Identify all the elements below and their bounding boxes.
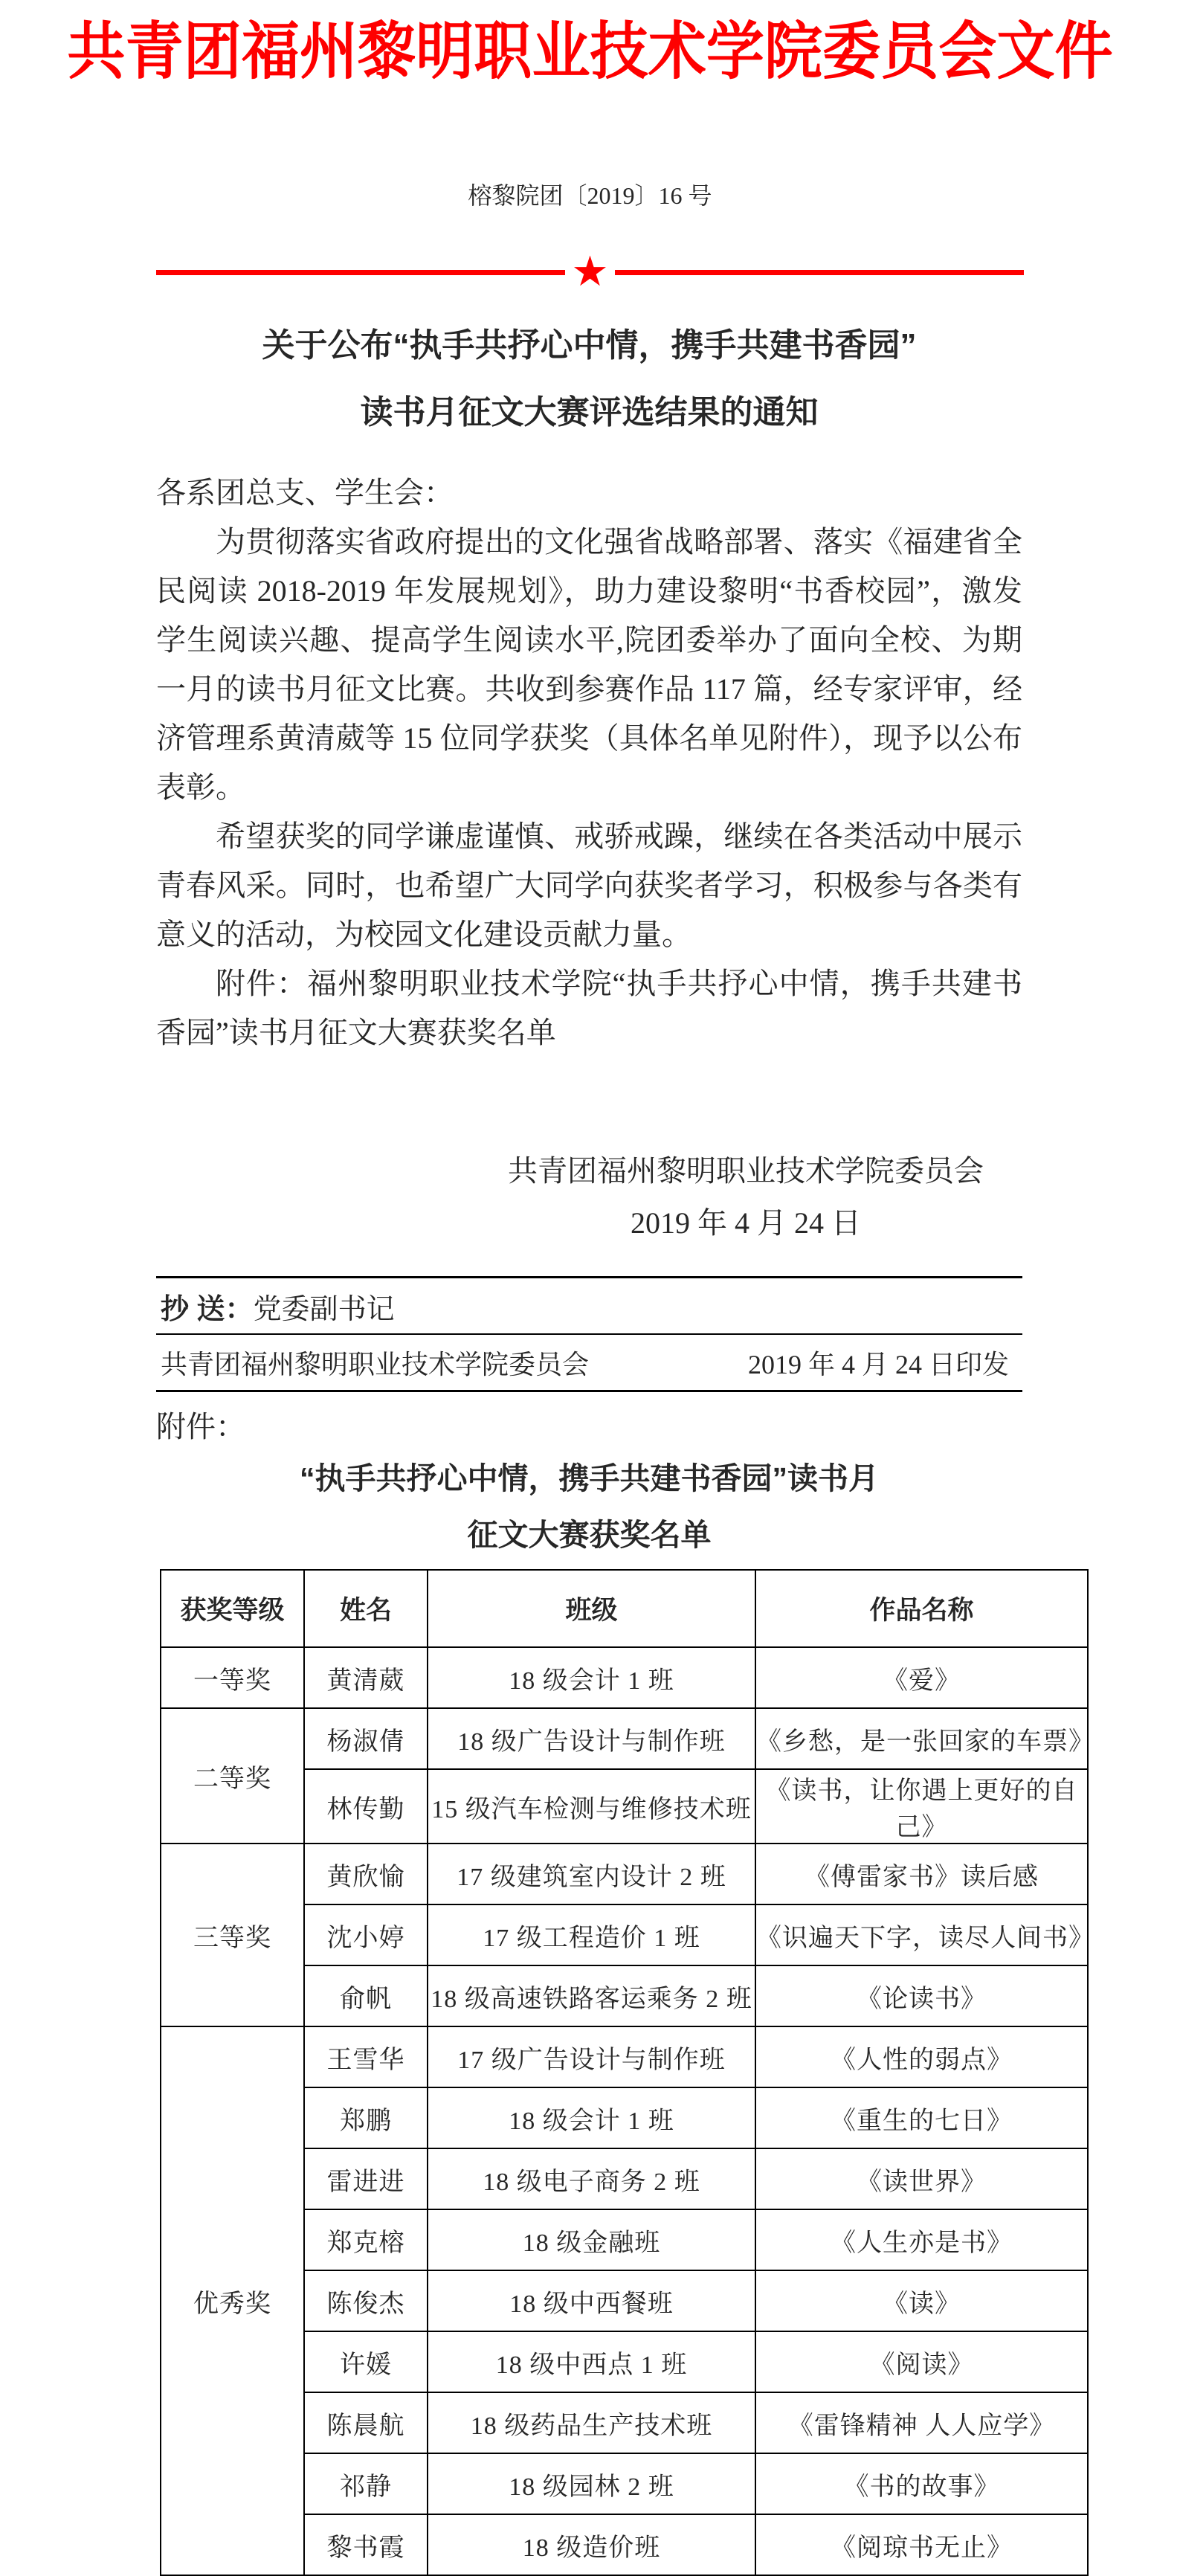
work-title-cell: 《读》 bbox=[755, 2270, 1088, 2331]
winner-name-cell: 祁静 bbox=[304, 2453, 428, 2514]
col-header-name: 姓名 bbox=[304, 1570, 428, 1647]
work-title-cell: 《雷锋精神 人人应学》 bbox=[755, 2392, 1088, 2453]
work-title-cell: 《阅琼书无止》 bbox=[755, 2514, 1088, 2575]
work-title-cell: 《人生亦是书》 bbox=[755, 2209, 1088, 2270]
separator-line-right bbox=[615, 270, 1024, 275]
winner-name-cell: 黄清葳 bbox=[304, 1647, 428, 1708]
award-level-cell: 一等奖 bbox=[161, 1647, 304, 1708]
letterhead-title: 共青团福州黎明职业技术学院委员会文件 bbox=[67, 18, 1113, 87]
subject-line-1: 关于公布“执手共抒心中情，携手共建书香园” bbox=[262, 327, 917, 364]
winner-name-cell: 郑鹏 bbox=[304, 2087, 428, 2148]
winner-name-cell: 雷进进 bbox=[304, 2148, 428, 2209]
salutation: 各系团总支、学生会： bbox=[156, 476, 454, 509]
separator-line-left bbox=[156, 270, 565, 275]
work-title-cell: 《乡愁，是一张回家的车票》 bbox=[755, 1708, 1088, 1769]
table-row bbox=[161, 2026, 1088, 2087]
class-cell: 18 级会计 1 班 bbox=[428, 1647, 755, 1708]
attachment-heading-line-1: “执手共抒心中情，携手共建书香园”读书月 bbox=[300, 1461, 879, 1495]
issue-date: 2019 年 4 月 24 日印发 bbox=[747, 1349, 1009, 1379]
paragraph-3: 附件：福州黎明职业技术学院“执手共抒心中情，携手共建书香园”读书月征文大赛获奖名单 bbox=[156, 967, 1022, 1049]
winner-name-cell: 郑克榕 bbox=[304, 2209, 428, 2270]
class-cell: 15 级汽车检测与维修技术班 bbox=[428, 1769, 755, 1844]
winner-name-cell: 黄欣愉 bbox=[304, 1844, 428, 1904]
attachment-label: 附件： bbox=[156, 1410, 245, 1443]
award-level-cell: 三等奖 bbox=[161, 1844, 304, 2026]
signature-org: 共青团福州黎明职业技术学院委员会 bbox=[508, 1154, 984, 1188]
class-cell: 18 级金融班 bbox=[428, 2209, 755, 2270]
table-row bbox=[161, 1708, 1088, 1769]
work-title-cell: 《重生的七日》 bbox=[755, 2087, 1088, 2148]
class-cell: 18 级园林 2 班 bbox=[428, 2453, 755, 2514]
awards-table bbox=[160, 1569, 1094, 2576]
header-row bbox=[161, 1570, 1088, 1647]
col-header-class: 班级 bbox=[428, 1570, 755, 1647]
awards-table-body bbox=[161, 1647, 1094, 2575]
signature-block bbox=[508, 1145, 984, 1249]
work-title-cell: 《阅读》 bbox=[755, 2331, 1088, 2392]
colophon bbox=[156, 1276, 1022, 1392]
work-title-cell: 《论读书》 bbox=[755, 1965, 1088, 2026]
class-cell: 17 级广告设计与制作班 bbox=[428, 2026, 755, 2087]
document-number: 榕黎院团〔2019〕16 号 bbox=[468, 182, 712, 209]
paragraph-1: 为贯彻落实省政府提出的文化强省战略部署、落实《福建省全民阅读 2018-2019 年发展规划》，助力建设黎明“书香校园”，激发学生阅读兴趣、提高学生阅读水平,院团委举办了面向全校、为期一月的读书月征文比赛。共收到参赛作品 117 篇，经专家评审，经济管理系黄清葳等 15 位同学获奖（具体名单见附件），现予以公布表彰。 bbox=[156, 525, 1022, 804]
work-title-cell: 《读书，让你遇上更好的自己》 bbox=[755, 1769, 1088, 1844]
table-row bbox=[161, 1647, 1088, 1708]
work-title-cell: 《爱》 bbox=[755, 1647, 1088, 1708]
col-header-award-level: 获奖等级 bbox=[161, 1570, 304, 1647]
star-icon: ★ bbox=[571, 248, 609, 296]
class-cell: 18 级药品生产技术班 bbox=[428, 2392, 755, 2453]
body-paragraphs bbox=[156, 518, 1022, 1057]
paragraph-2: 希望获奖的同学谦虚谨慎、戒骄戒躁，继续在各类活动中展示青春风采。同时，也希望广大同学向获奖者学习，积极参与各类有意义的活动，为校园文化建设贡献力量。 bbox=[156, 820, 1022, 951]
work-title-cell: 《读世界》 bbox=[755, 2148, 1088, 2209]
class-cell: 18 级造价班 bbox=[428, 2514, 755, 2575]
document-subject bbox=[156, 312, 1022, 446]
class-cell: 17 级工程造价 1 班 bbox=[428, 1904, 755, 1965]
letterhead bbox=[0, 0, 1180, 296]
class-cell: 18 级高速铁路客运乘务 2 班 bbox=[428, 1965, 755, 2026]
winner-name-cell: 黎书霞 bbox=[304, 2514, 428, 2575]
cc-value: 党委副书记 bbox=[253, 1293, 395, 1325]
attachment-heading bbox=[156, 1450, 1022, 1563]
cc-label: 抄 送： bbox=[161, 1293, 254, 1325]
cc-row bbox=[156, 1278, 1022, 1335]
class-cell: 17 级建筑室内设计 2 班 bbox=[428, 1844, 755, 1904]
subject-line-2: 读书月征文大赛评选结果的通知 bbox=[360, 394, 819, 431]
issuer-name: 共青团福州黎明职业技术学院委员会 bbox=[161, 1349, 590, 1379]
signature-date: 2019 年 4 月 24 日 bbox=[631, 1206, 861, 1240]
winner-name-cell: 林传勤 bbox=[304, 1769, 428, 1844]
winner-name-cell: 陈俊杰 bbox=[304, 2270, 428, 2331]
award-level-cell: 优秀奖 bbox=[161, 2026, 304, 2575]
class-cell: 18 级会计 1 班 bbox=[428, 2087, 755, 2148]
class-cell: 18 级中西餐班 bbox=[428, 2270, 755, 2331]
class-cell: 18 级电子商务 2 班 bbox=[428, 2148, 755, 2209]
work-title-cell: 《识遍天下字，读尽人间书》 bbox=[755, 1904, 1088, 1965]
work-title-cell: 《书的故事》 bbox=[755, 2453, 1088, 2514]
winner-name-cell: 王雪华 bbox=[304, 2026, 428, 2087]
award-level-cell: 二等奖 bbox=[161, 1708, 304, 1844]
col-header-work-title: 作品名称 bbox=[755, 1570, 1088, 1647]
winner-name-cell: 俞帆 bbox=[304, 1965, 428, 2026]
document-body bbox=[156, 312, 1094, 2576]
work-title-cell: 《傅雷家书》读后感 bbox=[755, 1844, 1088, 1904]
winner-name-cell: 陈晨航 bbox=[304, 2392, 428, 2453]
winner-name-cell: 杨淑倩 bbox=[304, 1708, 428, 1769]
class-cell: 18 级广告设计与制作班 bbox=[428, 1708, 755, 1769]
class-cell: 18 级中西点 1 班 bbox=[428, 2331, 755, 2392]
winner-name-cell: 许媛 bbox=[304, 2331, 428, 2392]
winner-name-cell: 沈小婷 bbox=[304, 1904, 428, 1965]
awards-table-header bbox=[161, 1570, 1088, 1647]
work-title-cell: 《人性的弱点》 bbox=[755, 2026, 1088, 2087]
attachment-heading-line-2: 征文大赛获奖名单 bbox=[467, 1518, 712, 1552]
table-row bbox=[161, 1844, 1088, 1904]
issuer-row bbox=[156, 1335, 1022, 1390]
red-separator bbox=[156, 248, 1024, 296]
